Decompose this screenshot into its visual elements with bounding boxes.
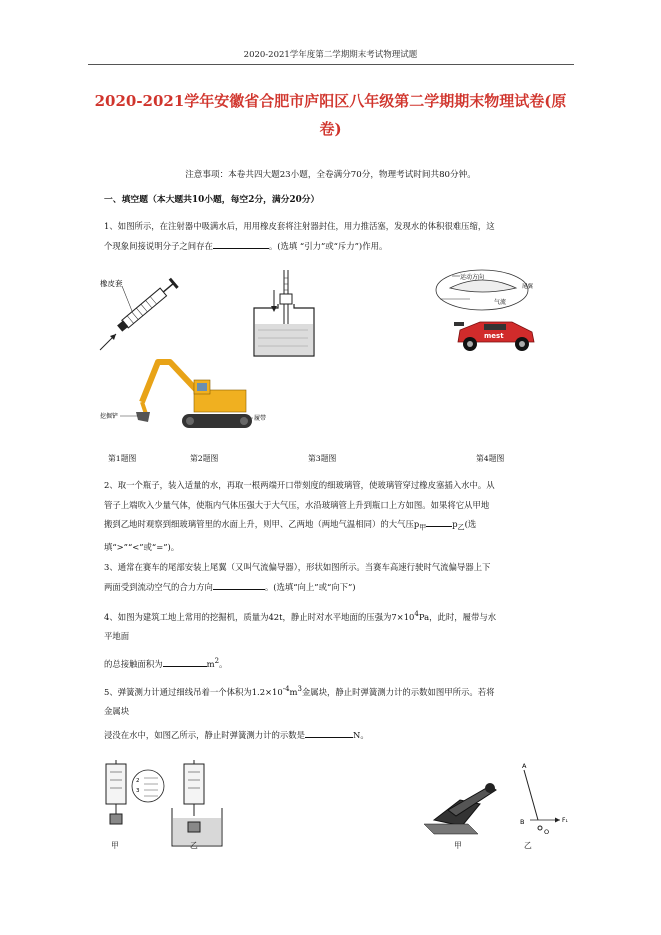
figure-2-bottle	[248, 268, 318, 360]
caption-fig4: 第4题图	[476, 454, 505, 463]
q5-line2: 金属块	[104, 706, 130, 717]
section-heading: 一、填空题（本大题共10小题，每空2分，满分20分）	[104, 195, 320, 205]
q4-answer-blank[interactable]	[163, 657, 207, 667]
caption-jia-left: 甲	[111, 841, 119, 850]
caption-jia-right: 甲	[454, 841, 462, 850]
q1-line2-a: 个现象间接说明分子之间存在	[104, 240, 213, 251]
q1-answer-blank[interactable]	[213, 239, 269, 249]
car-sponsor-text: mest	[484, 332, 504, 340]
point-b-label: B	[520, 818, 525, 826]
figure-4-excavator	[98, 356, 268, 436]
q1-line2-b: 。(选填 “引力”或“斥力”)作用。	[268, 240, 388, 251]
q5-answer-blank[interactable]	[305, 728, 353, 738]
q2-line2: 管子上端吹入少量气体，使瓶内气体压强大于大气压，水沿玻璃管上升到瓶口上方如图。如果将它从甲地	[104, 499, 490, 510]
q2-line3-b: p	[452, 519, 458, 529]
fig3-label-mid: 气流	[494, 299, 507, 306]
scale-reading-3: 3	[136, 788, 140, 794]
caption-fig3: 第3题图	[308, 454, 337, 463]
q4-line3-c: 。	[219, 658, 228, 669]
q2-answer-blank[interactable]	[426, 517, 452, 527]
q5-line1-c: 金属块，静止时弹簧测力计的示数如图甲所示。若将	[301, 686, 495, 697]
force-label: F₁	[562, 817, 568, 824]
excavator-right-label: 履带	[254, 415, 267, 422]
figure-spring-scales	[100, 760, 250, 850]
running-header: 2020-2021学年度第二学期期末考试物理试题	[243, 50, 418, 60]
q4-line3-a: 的总接触面积为	[104, 658, 163, 669]
q4-sup-4: 4	[414, 610, 419, 618]
question-5	[104, 680, 566, 722]
exam-notice: 注意事项：本卷共四大题23小题，全卷满分70分，物理考试时间共80分钟。	[185, 170, 476, 180]
excavator-left-label: 挖掘铲	[100, 413, 119, 420]
figure-3-race-car	[430, 266, 540, 356]
scale-reading-2: 2	[136, 778, 140, 784]
q1-line1: 1、如图所示，在注射器中吸满水后，用用橡皮套将注射器封住，用力推活塞，发现水的体积很难压缩，这	[104, 221, 495, 231]
q5-sup-exp: -4	[282, 685, 290, 693]
fig3-label-top: 运动方向	[460, 274, 485, 281]
q2-line3-c: (选	[464, 519, 477, 529]
q3-line2-a: 两面受到流动空气的合力方向	[104, 581, 213, 592]
q5-line3-a: 浸没在水中，如图乙所示，静止时弹簧测力计的示数是	[104, 730, 305, 740]
q2-line1: 2、取一个瓶子，装入适量的水，再取一根两端开口带刻度的细玻璃管，使玻璃管穿过橡皮塞插入水中。从	[104, 480, 495, 490]
q4-sup-2: 2	[214, 657, 220, 665]
question-4	[104, 605, 566, 647]
q2-line3-a: 搬到乙地时观察到细玻璃管里的水面上升，则甲、乙两地（两地气温相同）的大气压p	[104, 519, 420, 529]
caption-fig1: 第1题图	[108, 454, 137, 463]
q4-line3-b: m	[206, 658, 215, 669]
figure-stapler-lever	[420, 760, 570, 850]
question-5-cont	[104, 726, 566, 746]
q5-line1-a: 5、弹簧测力计通过细线吊着一个体积为1.2×10	[104, 686, 283, 697]
q4-line1-a: 4、如图为建筑工地上常用的挖掘机，质量为42t，静止时对水平地面的压强为7×10	[104, 611, 415, 622]
question-2	[104, 476, 566, 558]
point-a-label: A	[522, 762, 527, 770]
q3-line1: 3、通常在赛车的尾部安装上尾翼（又叫气流偏导器），形状如图所示。当赛车高速行驶时气流偏导器上下	[104, 562, 491, 572]
page-title-line2: 卷)	[319, 120, 342, 138]
q2-sub-yi: 乙	[457, 523, 465, 532]
q2-sub-jia: 甲	[419, 523, 427, 532]
q5-line1-b: m	[289, 686, 298, 697]
q2-line4: 填“>”“<”或“=”)。	[104, 542, 180, 553]
q5-line3-b: N。	[353, 730, 369, 740]
question-1	[104, 217, 566, 256]
figure-1-syringe	[96, 272, 186, 352]
q3-line2-b: 。(选填“向上”或“向下”)	[264, 581, 356, 592]
caption-yi-right: 乙	[524, 841, 532, 850]
point-o-label: O	[544, 828, 550, 836]
caption-yi-left: 乙	[190, 841, 198, 850]
page-title-line1: 2020-2021学年安徽省合肥市庐阳区八年级第二学期期末物理试卷(原	[94, 92, 567, 110]
fig3-label-right: 尾翼	[522, 284, 534, 290]
q4-line1-b: Pa，此时，履带与水	[418, 611, 497, 622]
q4-line2: 平地面	[104, 631, 130, 642]
question-4-cont	[104, 652, 566, 674]
fig1-label: 橡皮套	[100, 279, 123, 288]
caption-fig2: 第2题图	[190, 454, 219, 463]
header-divider	[88, 64, 574, 65]
question-3	[104, 558, 566, 597]
q5-sup-3: 3	[297, 685, 302, 693]
q3-answer-blank[interactable]	[213, 580, 265, 590]
